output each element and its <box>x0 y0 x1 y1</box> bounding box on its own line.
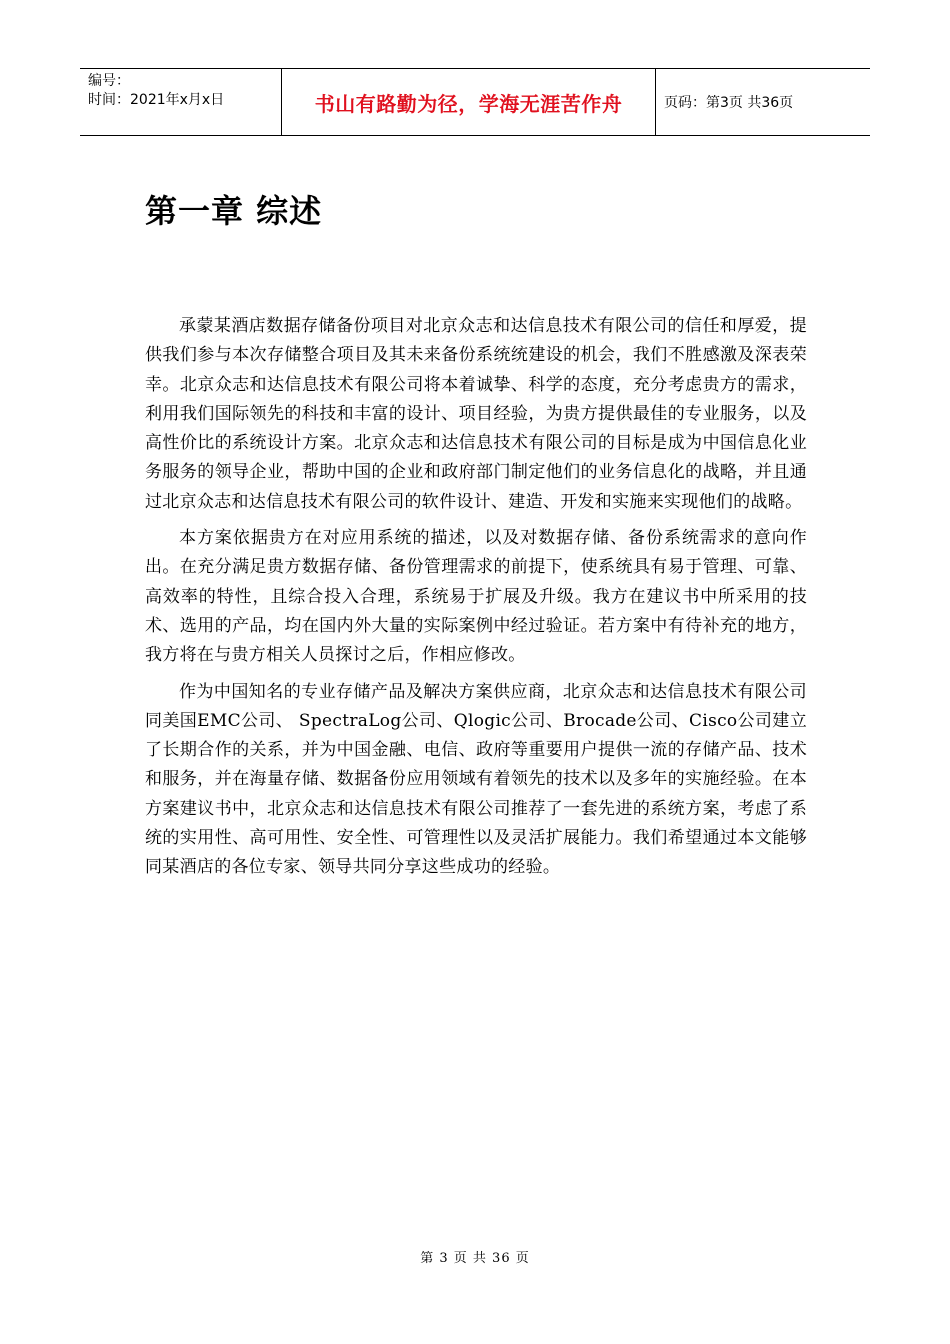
document-number-label: 编号： <box>88 73 130 89</box>
header-page-info: 页码：第3页 共36页 <box>664 95 794 111</box>
page-footer: 第 3 页 共 36 页 <box>420 1251 530 1266</box>
header-meta-cell <box>80 69 282 135</box>
chapter-title: 第一章 综述 <box>145 192 323 230</box>
paragraph: 本方案依据贵方在对应用系统的描述，以及对数据存储、备份系统需求的意向作出。在充分满足贵方数据存储、备份管理需求的前提下，使系统具有易于管理、可靠、高效率的特性，且综合投入合理，系统易于扩展及升级。我方在建议书中所采用的技术、选用的产品，均在国内外大量的实际案例中经过验证。若方案中有待补充的地方，我方将在与贵方相关人员探讨之后，作相应修改。 <box>145 528 807 666</box>
paragraph: 承蒙某酒店数据存储备份项目对北京众志和达信息技术有限公司的信任和厚爱，提供我们参与本次存储整合项目及其未来备份系统统建设的机会，我们不胜感激及深表荣幸。北京众志和达信息技术有限公司将本着诚挚、科学的态度，充分考虑贵方的需求，利用我们国际领先的科技和丰富的设计、项目经验，为贵方提供最佳的专业服务，以及高性价比的系统设计方案。北京众志和达信息技术有限公司的目标是成为中国信息化业务服务的领导企业，帮助中国的企业和政府部门制定他们的业务信息化的战略，并且通过北京众志和达信息技术有限公司的软件设计、建造、开发和实施来实现他们的战略。 <box>145 316 807 512</box>
paragraph: 作为中国知名的专业存储产品及解决方案供应商，北京众志和达信息技术有限公司同美国EMC公司、 SpectraLog公司、Qlogic公司、Brocade公司、Cisco公司建立了长期合作的关系，并为中国金融、电信、政府等重要用户提供一流的存储产品、技术和服务，并在海量存储、数据备份应用领域有着领先的技术以及多年的实施经验。在本方案建议书中，北京众志和达信息技术有限公司推荐了一套先进的系统方案，考虑了系统的实用性、高可用性、安全性、可管理性以及灵活扩展能力。我们希望通过本文能够同某酒店的各位专家、领导共同分享这些成功的经验。 <box>145 681 807 878</box>
page-header <box>80 68 870 136</box>
header-motto: 书山有路勤为径，学海无涯苦作舟 <box>282 69 656 135</box>
chapter-body <box>145 312 807 890</box>
document-date: 时间：2021年x月x日 <box>88 92 225 108</box>
